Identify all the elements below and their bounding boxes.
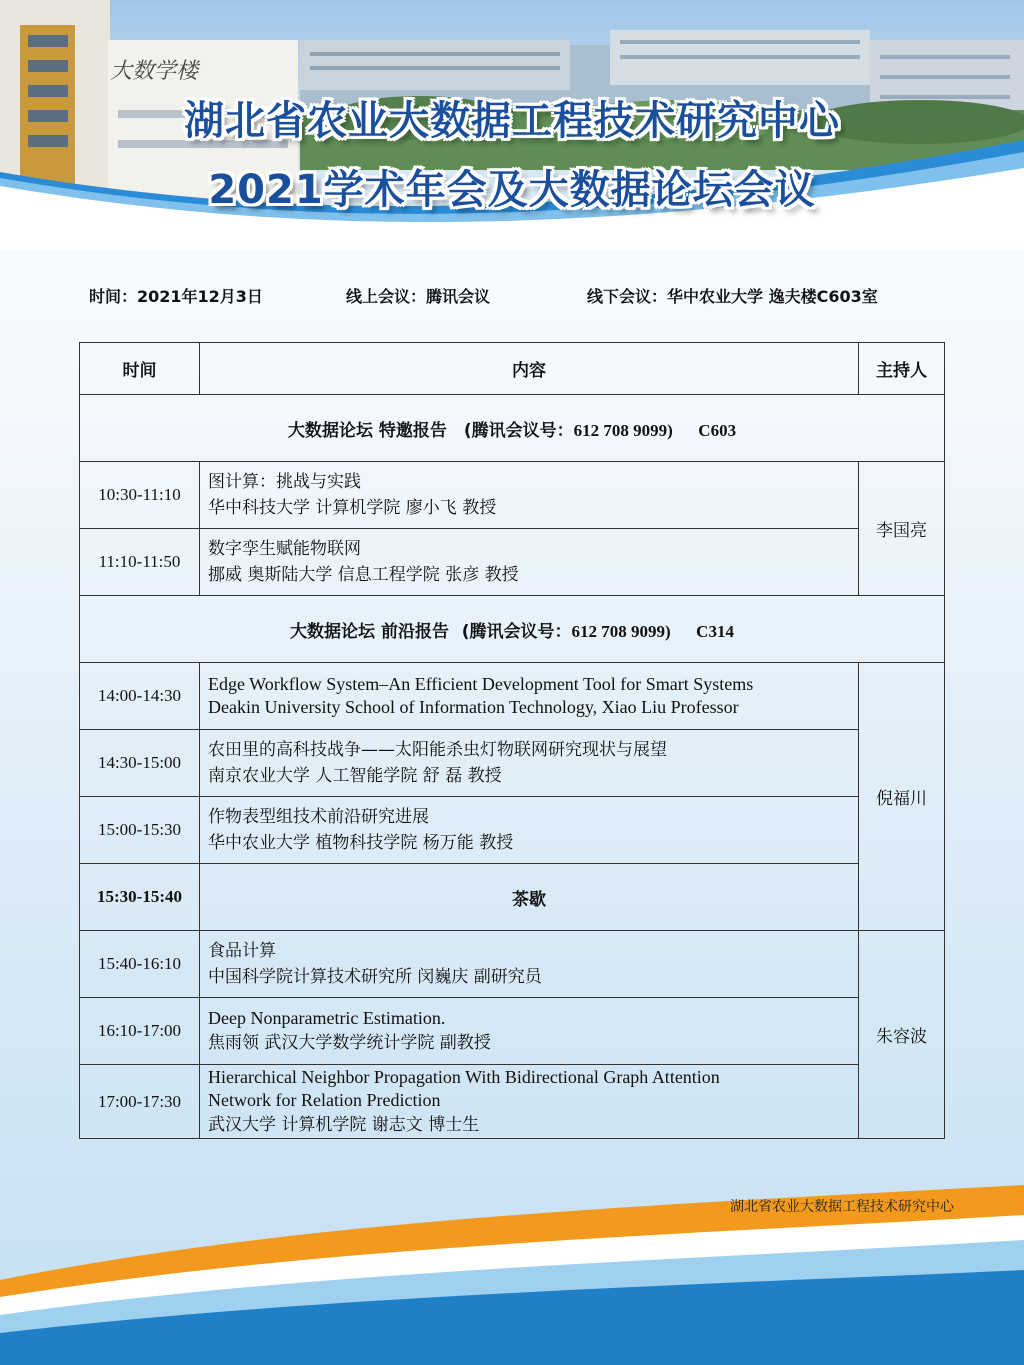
talk-title: Edge Workflow System–An Efficient Development Tool for Smart Systems (208, 674, 754, 694)
header-banner (0, 0, 1024, 250)
talk-title: 食品计算 (208, 941, 276, 961)
speaker: 南京农业大学 人工智能学院 舒 磊 教授 (208, 766, 502, 786)
section-row (80, 596, 945, 663)
talk-title: Hierarchical Neighbor Propagation With Bidirectional Graph Attention (208, 1066, 720, 1087)
talk-title: 图计算：挑战与实践 (208, 472, 361, 492)
content-cell (200, 663, 859, 730)
speaker: 焦雨领 武汉大学数学统计学院 副教授 (208, 1032, 491, 1053)
table-row (80, 663, 945, 730)
content-cell (200, 931, 859, 998)
table-row (80, 1065, 945, 1139)
meeting-id-label: (腾讯会议号： (461, 621, 572, 642)
footer-organization: 湖北省农业大数据工程技术研究中心 (730, 1199, 954, 1215)
room-number: C314 (696, 621, 734, 641)
section-row (80, 395, 945, 462)
header-content: 内容 (200, 343, 859, 395)
speaker: 武汉大学 计算机学院 谢志文 博士生 (208, 1114, 480, 1135)
speaker: 中国科学院计算技术研究所 闵巍庆 副研究员 (208, 967, 542, 987)
time-cell: 16:10-17:00 (80, 998, 200, 1065)
section-title-1 (80, 395, 945, 462)
header-host: 主持人 (859, 343, 945, 395)
host-cell: 倪福川 (859, 663, 945, 931)
time-cell: 15:40-16:10 (80, 931, 200, 998)
table-row (80, 998, 945, 1065)
time-cell: 11:10-11:50 (80, 529, 200, 596)
time-cell: 14:00-14:30 (80, 663, 200, 730)
table-row (80, 462, 945, 529)
table-row (80, 797, 945, 864)
meeting-date: 时间：2021年12月3日 (89, 287, 263, 306)
online-meeting: 线上会议：腾讯会议 (346, 287, 491, 306)
content-cell (200, 1065, 859, 1139)
talk-title: 作物表型组技术前沿研究进展 (208, 807, 429, 827)
meeting-id-number: 612 708 9099) (573, 420, 673, 440)
host-cell: 朱容波 (859, 931, 945, 1139)
table-row (80, 931, 945, 998)
content-cell (200, 998, 859, 1065)
page-title-line2: 2021学术年会及大数据论坛会议 (208, 167, 816, 213)
time-cell: 14:30-15:00 (80, 730, 200, 797)
table-row (80, 529, 945, 596)
meeting-id-number: 612 708 9099) (571, 621, 671, 641)
content-cell (200, 529, 859, 596)
talk-title: 农田里的高科技战争——太阳能杀虫灯物联网研究现状与展望 (208, 740, 667, 760)
time-cell: 15:30-15:40 (80, 864, 200, 931)
page-title-line1: 湖北省农业大数据工程技术研究中心 (184, 98, 840, 144)
meeting-id-label: (腾讯会议号： (463, 420, 574, 441)
building-sign: 大数学楼 (110, 59, 199, 84)
time-cell: 17:00-17:30 (80, 1065, 200, 1139)
content-cell (200, 730, 859, 797)
speaker: 华中农业大学 植物科技学院 杨万能 教授 (208, 833, 514, 853)
time-cell: 10:30-11:10 (80, 462, 200, 529)
speaker: 华中科技大学 计算机学院 廖小飞 教授 (208, 498, 497, 518)
schedule-table (79, 342, 945, 1139)
tea-break: 茶歇 (200, 864, 859, 931)
section-name: 大数据论坛 特邀报告 (287, 420, 447, 441)
section-title-2 (80, 596, 945, 663)
offline-meeting: 线下会议：华中农业大学 逸夫楼C603室 (587, 287, 878, 306)
speaker: Deakin University School of Information Technology, Xiao Liu Professor (208, 697, 739, 717)
content-cell (200, 462, 859, 529)
table-header-row (80, 343, 945, 395)
table-row (80, 864, 945, 931)
table-row (80, 730, 945, 797)
talk-title-cont: Network for Relation Prediction (208, 1089, 441, 1110)
talk-title: Deep Nonparametric Estimation. (208, 1007, 446, 1028)
talk-title: 数字孪生赋能物联网 (208, 539, 361, 559)
section-name: 大数据论坛 前沿报告 (290, 621, 449, 642)
time-cell: 15:00-15:30 (80, 797, 200, 864)
speaker: 挪威 奥斯陆大学 信息工程学院 张彦 教授 (208, 565, 519, 585)
content-cell (200, 797, 859, 864)
header-time: 时间 (80, 343, 200, 395)
host-cell: 李国亮 (859, 462, 945, 596)
room-number: C603 (698, 420, 737, 440)
